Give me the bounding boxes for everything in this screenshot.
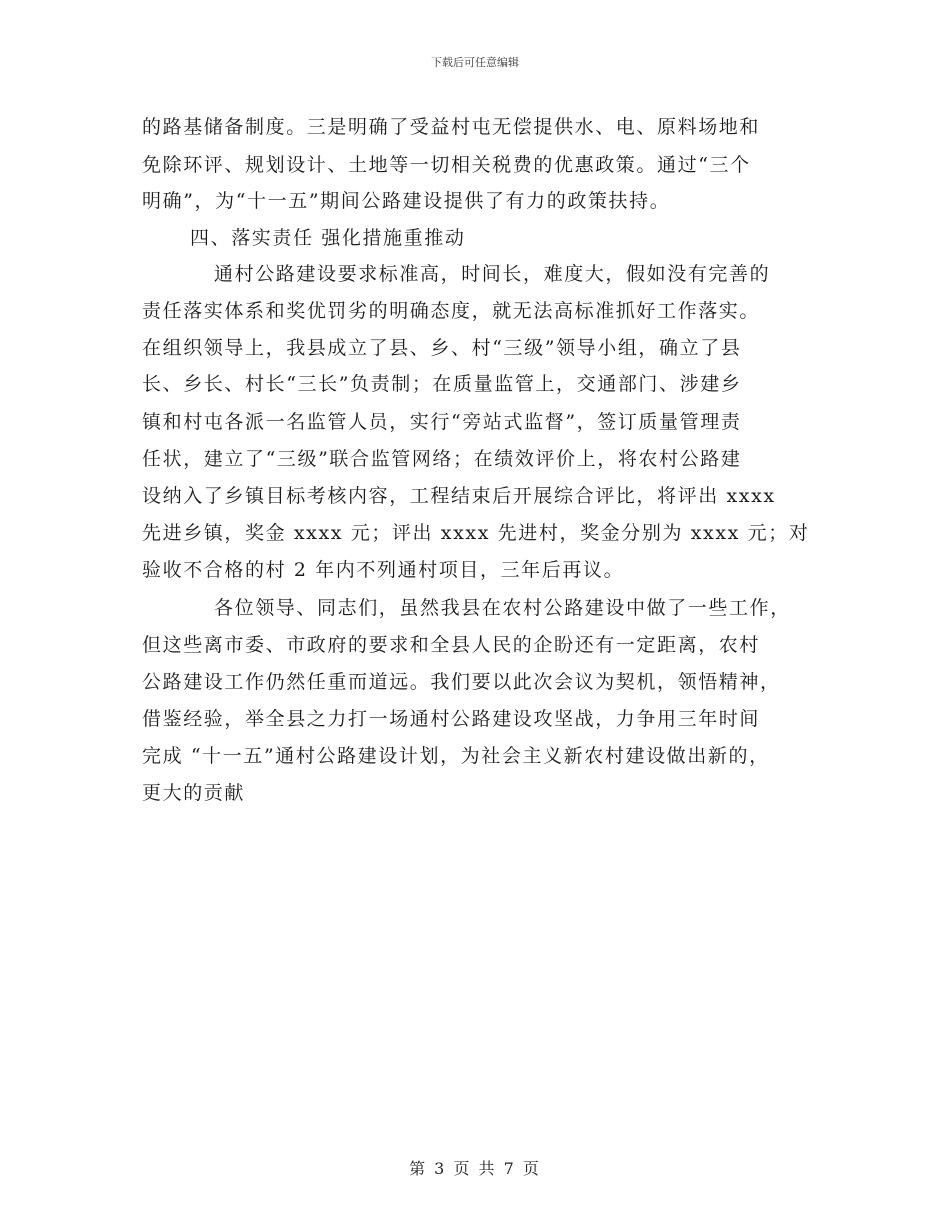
body-text-line: 完成 “十一五”通村公路建设计划，为社会主义新农村建设做出新的， [142,745,770,767]
section-heading: 四、落实责任 强化措施重推动 [190,227,466,249]
body-text-line: 公路建设工作仍然任重而道远。我们要以此次会议为契机，领悟精神， [142,671,781,693]
body-text-line: 验收不合格的村 2 年内不列通村项目，三年后再议。 [142,559,625,581]
body-text-line: 的路基储备制度。三是明确了受益村屯无偿提供水、电、原料场地和 [142,116,761,138]
body-text-line: 责任落实体系和奖优罚劣的明确态度，就无法高标准抓好工作落实。 [142,300,761,322]
body-text-line: 明确”，为“十一五”期间公路建设提供了有力的政策扶持。 [142,190,671,212]
body-text-line: 在组织领导上，我县成立了县、乡、村“三级”领导小组，确立了县 [142,337,742,359]
paragraph-first-line: 通村公路建设要求标准高，时间长，难度大，假如没有完善的 [214,263,771,285]
body-text-line: 但这些离市委、市政府的要求和全县人民的企盼还有一定距离，农村 [142,634,761,656]
body-text-line: 镇和村屯各派一名监管人员，实行“旁站式监督”，签订质量管理责 [142,411,742,433]
paragraph-first-line: 各位领导、同志们，虽然我县在农村公路建设中做了一些工作， [214,597,791,619]
body-text-line: 更大的贡献 [142,782,246,804]
body-text-line: 免除环评、规划设计、土地等一切相关税费的优惠政策。通过“三个 [142,154,751,176]
page-header: 下载后可任意编辑 [431,56,519,69]
page-number-footer: 第 3 页 共 7 页 [409,1159,541,1178]
body-text-line: 借鉴经验，举全县之力打一场通村公路建设攻坚战，力争用三年时间 [142,708,761,730]
body-text-line: 先进乡镇，奖金 xxxx 元；评出 xxxx 先进村，奖金分别为 xxxx 元；对 [142,522,810,544]
body-text-line: 任状，建立了“三级”联合监管网络；在绩效评价上，将农村公路建 [142,448,742,470]
body-text-line: 长、乡长、村长“三长”负责制；在质量监管上，交通部门、涉建乡 [142,373,742,395]
body-text-line: 设纳入了乡镇目标考核内容，工程结束后开展综合评比，将评出 xxxx [142,485,776,507]
